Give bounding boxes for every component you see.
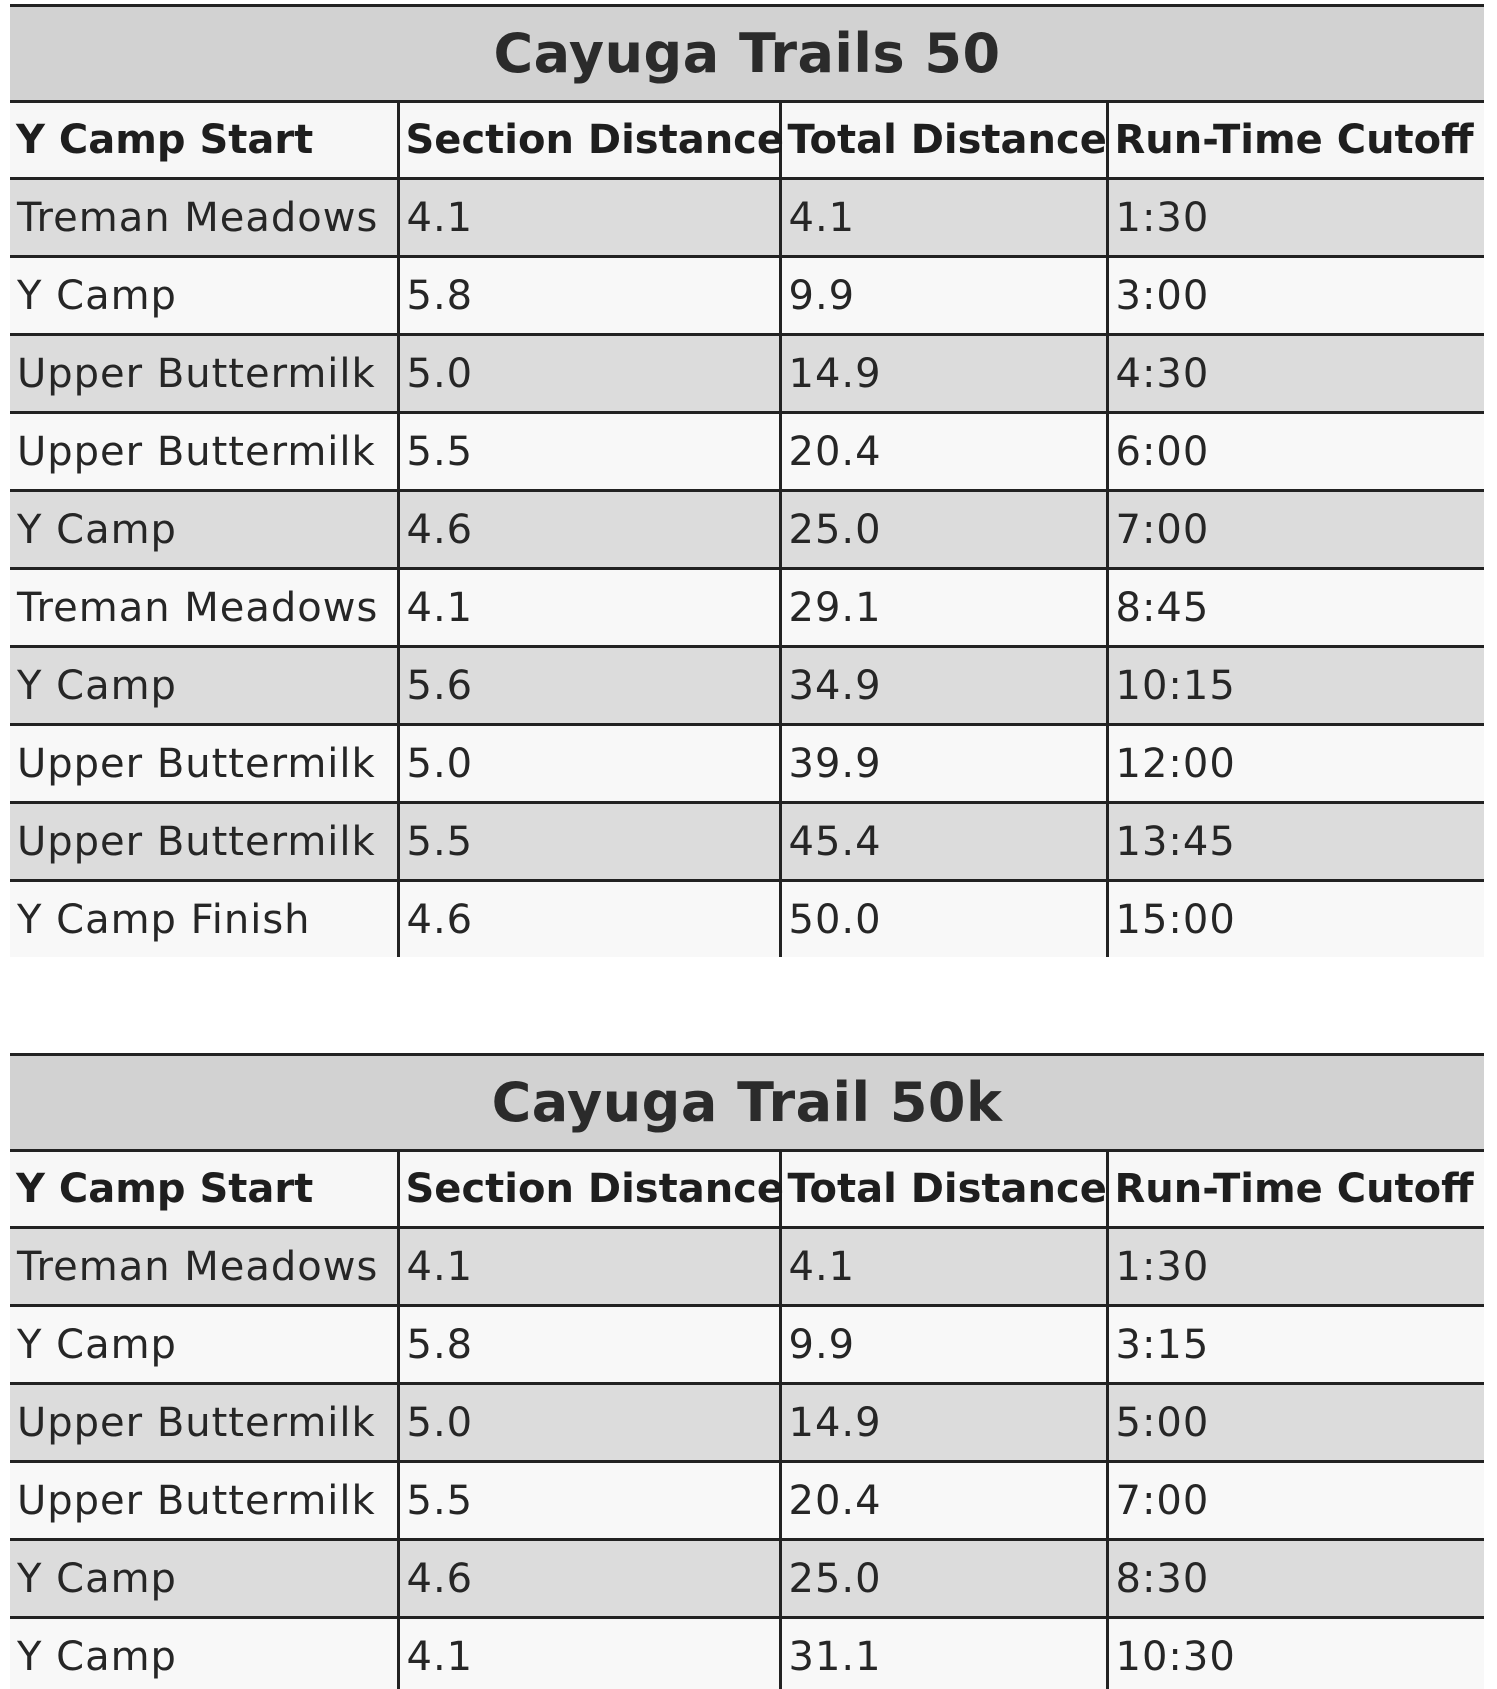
total-distance-cell: 45.4 <box>780 803 1107 881</box>
total-distance-cell: 4.1 <box>780 1228 1107 1306</box>
section-distance-cell: 5.6 <box>398 647 780 725</box>
table-row <box>10 1462 1484 1540</box>
total-distance-cell: 39.9 <box>780 725 1107 803</box>
table-row <box>10 1540 1484 1618</box>
cayuga-trail-50k-table-container <box>10 1053 1484 1689</box>
cutoff-cell: 4:30 <box>1107 335 1484 413</box>
total-distance-cell: 34.9 <box>780 647 1107 725</box>
section-distance-cell: 4.6 <box>398 881 780 958</box>
cutoff-cell: 10:15 <box>1107 647 1484 725</box>
column-header: Total Distance <box>780 1151 1107 1228</box>
aid-station-cell: Y Camp <box>10 1540 398 1618</box>
section-distance-cell: 4.1 <box>398 1228 780 1306</box>
table-row <box>10 413 1484 491</box>
cutoff-cell: 6:00 <box>1107 413 1484 491</box>
cayuga-trail-50k-table <box>10 1053 1484 1689</box>
aid-station-cell: Y Camp Finish <box>10 881 398 958</box>
table-row <box>10 803 1484 881</box>
cutoff-cell: 7:00 <box>1107 491 1484 569</box>
total-distance-cell: 50.0 <box>780 881 1107 958</box>
cutoff-cell: 8:30 <box>1107 1540 1484 1618</box>
total-distance-cell: 9.9 <box>780 257 1107 335</box>
aid-station-cell: Upper Buttermilk <box>10 1462 398 1540</box>
table-row <box>10 881 1484 958</box>
cutoff-cell: 1:30 <box>1107 1228 1484 1306</box>
table-title: Cayuga Trail 50k <box>10 1055 1484 1151</box>
cutoff-cell: 3:00 <box>1107 257 1484 335</box>
section-distance-cell: 5.0 <box>398 335 780 413</box>
column-header: Section Distance <box>398 102 780 179</box>
total-distance-cell: 14.9 <box>780 335 1107 413</box>
column-header: Section Distance <box>398 1151 780 1228</box>
section-distance-cell: 5.5 <box>398 413 780 491</box>
table-row <box>10 179 1484 257</box>
table-row <box>10 725 1484 803</box>
total-distance-cell: 25.0 <box>780 1540 1107 1618</box>
cutoff-cell: 7:00 <box>1107 1462 1484 1540</box>
cutoff-cell: 3:15 <box>1107 1306 1484 1384</box>
cutoff-cell: 5:00 <box>1107 1384 1484 1462</box>
cutoff-cell: 13:45 <box>1107 803 1484 881</box>
aid-station-cell: Upper Buttermilk <box>10 725 398 803</box>
column-header: Run-Time Cutoff <box>1107 1151 1484 1228</box>
total-distance-cell: 20.4 <box>780 1462 1107 1540</box>
column-header: Total Distance <box>780 102 1107 179</box>
total-distance-cell: 20.4 <box>780 413 1107 491</box>
section-distance-cell: 5.5 <box>398 1462 780 1540</box>
section-distance-cell: 4.1 <box>398 569 780 647</box>
total-distance-cell: 31.1 <box>780 1618 1107 1689</box>
section-distance-cell: 5.8 <box>398 1306 780 1384</box>
section-distance-cell: 4.6 <box>398 491 780 569</box>
aid-station-cell: Treman Meadows <box>10 1228 398 1306</box>
table-row <box>10 335 1484 413</box>
cutoff-cell: 12:00 <box>1107 725 1484 803</box>
column-header: Y Camp Start <box>10 102 398 179</box>
section-distance-cell: 4.1 <box>398 179 780 257</box>
header-row <box>10 1151 1484 1228</box>
cutoff-cell: 15:00 <box>1107 881 1484 958</box>
aid-station-cell: Y Camp <box>10 491 398 569</box>
section-distance-cell: 4.6 <box>398 1540 780 1618</box>
aid-station-cell: Y Camp <box>10 257 398 335</box>
table-row <box>10 491 1484 569</box>
aid-station-cell: Y Camp <box>10 1618 398 1689</box>
aid-station-cell: Upper Buttermilk <box>10 335 398 413</box>
table-row <box>10 257 1484 335</box>
aid-station-cell: Upper Buttermilk <box>10 413 398 491</box>
table-title: Cayuga Trails 50 <box>10 6 1484 102</box>
header-row <box>10 102 1484 179</box>
section-distance-cell: 5.8 <box>398 257 780 335</box>
cayuga-trails-50-table <box>10 4 1484 957</box>
aid-station-cell: Treman Meadows <box>10 179 398 257</box>
total-distance-cell: 29.1 <box>780 569 1107 647</box>
cutoff-cell: 10:30 <box>1107 1618 1484 1689</box>
section-distance-cell: 4.1 <box>398 1618 780 1689</box>
total-distance-cell: 9.9 <box>780 1306 1107 1384</box>
cutoff-cell: 8:45 <box>1107 569 1484 647</box>
table-row <box>10 1306 1484 1384</box>
total-distance-cell: 25.0 <box>780 491 1107 569</box>
section-distance-cell: 5.0 <box>398 1384 780 1462</box>
aid-station-cell: Upper Buttermilk <box>10 803 398 881</box>
table-row <box>10 569 1484 647</box>
total-distance-cell: 4.1 <box>780 179 1107 257</box>
total-distance-cell: 14.9 <box>780 1384 1107 1462</box>
aid-station-cell: Y Camp <box>10 647 398 725</box>
aid-station-cell: Treman Meadows <box>10 569 398 647</box>
column-header: Run-Time Cutoff <box>1107 102 1484 179</box>
section-distance-cell: 5.5 <box>398 803 780 881</box>
cutoff-cell: 1:30 <box>1107 179 1484 257</box>
table-row <box>10 1228 1484 1306</box>
table-row <box>10 647 1484 725</box>
table-row <box>10 1384 1484 1462</box>
section-distance-cell: 5.0 <box>398 725 780 803</box>
column-header: Y Camp Start <box>10 1151 398 1228</box>
table-row <box>10 1618 1484 1689</box>
aid-station-cell: Y Camp <box>10 1306 398 1384</box>
cayuga-trails-50-table-container <box>10 4 1484 957</box>
aid-station-cell: Upper Buttermilk <box>10 1384 398 1462</box>
